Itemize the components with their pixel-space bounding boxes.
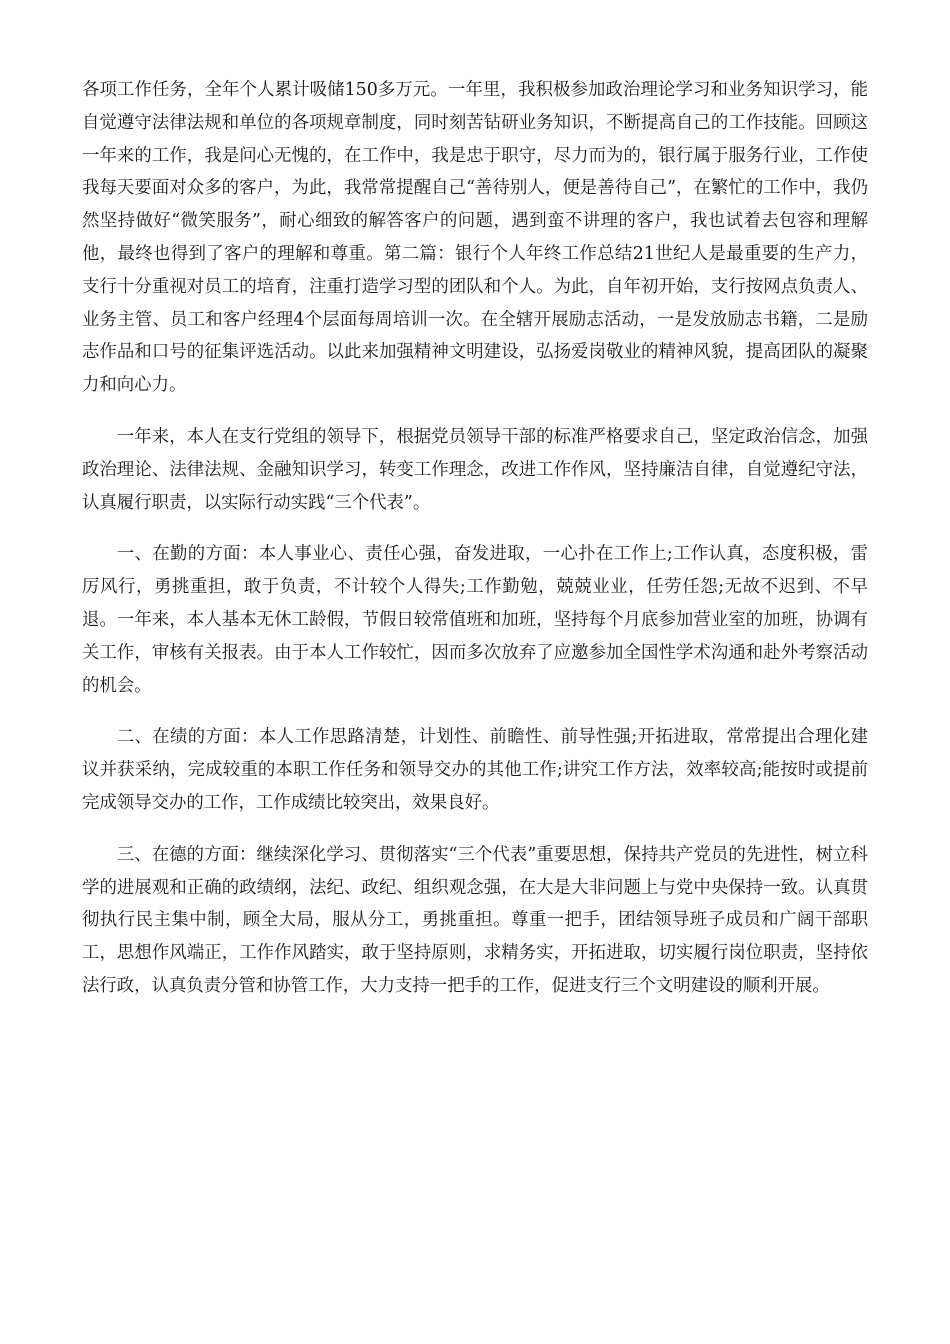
paragraph-overview: 一年来，本人在支行党组的领导下，根据党员领导干部的标准严格要求自己，坚定政治信念，加强政治理论、法律法规、金融知识学习，转变工作理念，改进工作作风，坚持廉洁自律，自觉遵纪守法，认真履行职责，以实际行动实践“三个代表”。 [82,426,868,513]
document-body [82,74,868,1022]
paragraph-diligence: 一、在勤的方面：本人事业心、责任心强，奋发进取，一心扑在工作上;工作认真，态度积极，雷厉风行，勇挑重担，敢于负责，不计较个人得失;工作勤勉，兢兢业业，任劳任怨;无故不迟到、不早退。一年来，本人基本无休工龄假，节假日较常值班和加班，坚持每个月底参加营业室的加班，协调有关工作，审核有关报表。由于本人工作较忙，因而多次放弃了应邀参加全国性学术沟通和赴外考察活动的机会。 [82,544,868,696]
paragraph-morality: 三、在德的方面：继续深化学习、贯彻落实“三个代表”重要思想，保持共产党员的先进性，树立科学的进展观和正确的政绩纲，法纪、政纪、组织观念强，在大是大非问题上与党中央保持一致。认真贯彻执行民主集中制，顾全大局，服从分工，勇挑重担。尊重一把手，团结领导班子成员和广阔干部职工，思想作风端正，工作作风踏实，敢于坚持原则，求精务实，开拓进取，切实履行岗位职责，坚持依法行政，认真负责分管和协管工作，大力支持一把手的工作，促进支行三个文明建设的顺利开展。 [82,844,868,996]
paragraph-continuation: 各项工作任务，全年个人累计吸储150多万元。一年里，我积极参加政治理论学习和业务知识学习，能自觉遵守法律法规和单位的各项规章制度，同时刻苦钻研业务知识，不断提高自己的工作技能。回顾这一年来的工作，我是问心无愧的，在工作中，我是忠于职守，尽力而为的，银行属于服务行业，工作使我每天要面对众多的客户，为此，我常常提醒自己“善待别人，便是善待自己”，在繁忙的工作中，我仍然坚持做好“微笑服务”，耐心细致的解答客户的问题，遇到蛮不讲理的客户，我也试着去包容和理解他，最终也得到了客户的理解和尊重。第二篇：银行个人年终工作总结21世纪人是最重要的生产力，支行十分重视对员工的培育，注重打造学习型的团队和个人。为此，自年初开始，支行按网点负责人、业务主管、员工和客户经理4个层面每周培训一次。在全辖开展励志活动，一是发放励志书籍，二是励志作品和口号的征集评选活动。以此来加强精神文明建设，弘扬爱岗敬业的精神风貌，提高团队的凝聚力和向心力。 [82,80,868,396]
paragraph-performance: 二、在绩的方面：本人工作思路清楚，计划性、前瞻性、前导性强;开拓进取，常常提出合理化建议并获采纳，完成较重的本职工作任务和领导交办的其他工作;讲究工作方法，效率较高;能按时或提前完成领导交办的工作，工作成绩比较突出，效果良好。 [82,727,868,813]
